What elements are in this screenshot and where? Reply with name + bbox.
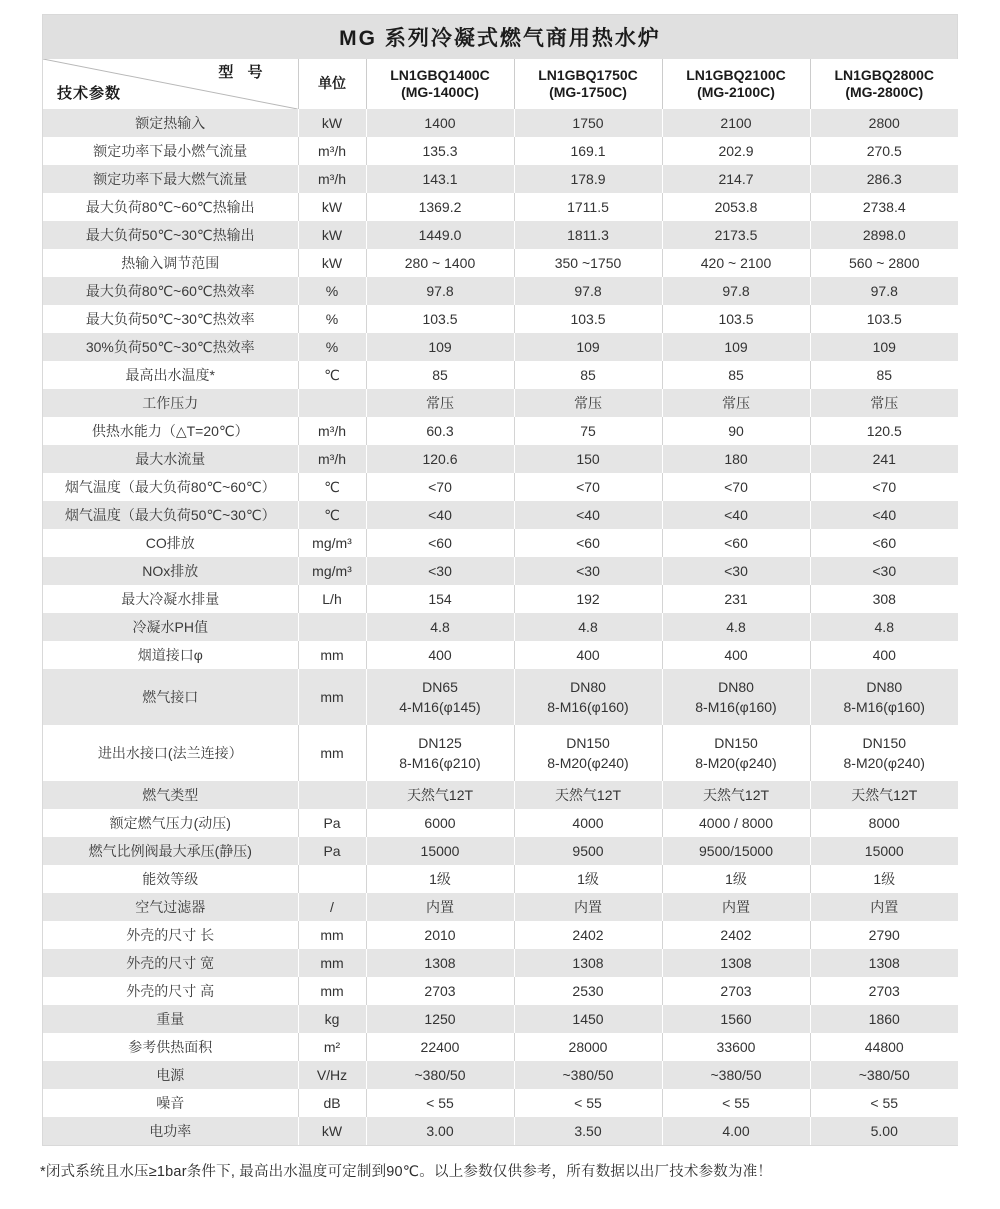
- value-cell: 97.8: [662, 277, 810, 305]
- model-code: LN1GBQ1400C: [390, 66, 490, 83]
- unit-cell: V/Hz: [298, 1061, 366, 1089]
- value-cell: 109: [662, 333, 810, 361]
- corner-header-cell: [43, 59, 298, 109]
- value-line: DN80: [866, 678, 903, 695]
- param-label-cell: 进出水接口(法兰连接）: [97, 745, 243, 761]
- param-label-cell: 供热水能力（△T=20℃）: [91, 423, 249, 439]
- unit-cell: mm: [298, 949, 366, 977]
- table-row: [43, 501, 958, 529]
- value-cell: 400: [810, 641, 958, 669]
- model-code: LN1GBQ2800C: [834, 66, 935, 83]
- value-line: 8-M16(φ160): [547, 699, 629, 715]
- value-cell: 109: [366, 333, 514, 361]
- param-label-cell: 热输入调节范围: [121, 255, 220, 271]
- param-label-cell: 额定功率下最大燃气流量: [93, 171, 248, 187]
- value-cell: 1450: [514, 1005, 662, 1033]
- value-cell: 85: [662, 361, 810, 389]
- value-cell: 2703: [810, 977, 958, 1005]
- table-row: [43, 221, 958, 249]
- value-cell: 103.5: [366, 305, 514, 333]
- value-line: DN80: [570, 678, 606, 695]
- param-label-cell: 燃气比例阀最大承压(静压): [88, 843, 252, 859]
- param-label-cell: 最大负荷50℃~30℃热效率: [85, 311, 255, 327]
- spec-sheet: [42, 14, 958, 1146]
- model-name: (MG-1750C): [549, 84, 627, 100]
- value-cell: [810, 725, 958, 781]
- value-cell: 2790: [810, 921, 958, 949]
- param-label-cell: 最大水流量: [135, 451, 206, 467]
- table-row: [43, 865, 958, 893]
- value-cell: 154: [366, 585, 514, 613]
- spec-table: [43, 59, 958, 1145]
- corner-label-model: 型 号: [218, 64, 268, 81]
- value-cell: 75: [514, 417, 662, 445]
- value-cell: 44800: [810, 1033, 958, 1061]
- model-code: LN1GBQ2100C: [686, 66, 786, 83]
- value-cell: 1711.5: [514, 193, 662, 221]
- param-label-cell: 外壳的尺寸 高: [126, 983, 215, 999]
- value-line: 8-M16(φ160): [695, 699, 777, 715]
- value-cell: 1449.0: [366, 221, 514, 249]
- value-cell: <70: [810, 473, 958, 501]
- table-row: [43, 529, 958, 557]
- value-cell: 5.00: [810, 1117, 958, 1145]
- value-cell: 9500: [514, 837, 662, 865]
- model-column-header: [662, 59, 810, 109]
- value-cell: <70: [366, 473, 514, 501]
- param-label-cell: NOx排放: [142, 563, 199, 579]
- value-line: DN125: [418, 734, 462, 751]
- param-label-cell: 噪音: [156, 1095, 185, 1111]
- spec-table-body: [43, 109, 958, 1145]
- param-label-cell: 电源: [156, 1067, 185, 1083]
- value-cell: <40: [662, 501, 810, 529]
- table-row: [43, 585, 958, 613]
- value-cell: 8000: [810, 809, 958, 837]
- unit-cell: Pa: [298, 837, 366, 865]
- value-cell: 270.5: [810, 137, 958, 165]
- model-column-header: [366, 59, 514, 109]
- model-code: LN1GBQ1750C: [538, 66, 638, 83]
- value-cell: 内置: [662, 893, 810, 921]
- value-cell: 1308: [662, 949, 810, 977]
- table-row: [43, 557, 958, 585]
- unit-cell: /: [298, 893, 366, 921]
- unit-cell: kW: [298, 221, 366, 249]
- value-cell: 天然气12T: [662, 781, 810, 809]
- value-cell: 97.8: [366, 277, 514, 305]
- value-cell: 103.5: [514, 305, 662, 333]
- table-row: [43, 473, 958, 501]
- value-line: 8-M20(φ240): [695, 755, 777, 771]
- table-row: [43, 445, 958, 473]
- value-cell: 1250: [366, 1005, 514, 1033]
- value-cell: <70: [662, 473, 810, 501]
- unit-cell: mm: [298, 641, 366, 669]
- value-line: 8-M20(φ240): [547, 755, 629, 771]
- param-label-cell: 烟气温度（最大负荷50℃~30℃）: [64, 507, 276, 523]
- value-line: 8-M16(φ160): [843, 699, 925, 715]
- value-cell: 1750: [514, 109, 662, 137]
- value-cell: 420 ~ 2100: [662, 249, 810, 277]
- value-cell: 120.6: [366, 445, 514, 473]
- param-label-cell: 外壳的尺寸 长: [126, 927, 215, 943]
- table-row: [43, 781, 958, 809]
- value-cell: 2053.8: [662, 193, 810, 221]
- spec-table-header: [43, 59, 958, 109]
- value-cell: <60: [366, 529, 514, 557]
- value-cell: 内置: [810, 893, 958, 921]
- unit-cell: mm: [298, 725, 366, 781]
- unit-cell: %: [298, 333, 366, 361]
- value-cell: 4.8: [514, 613, 662, 641]
- value-cell: 1811.3: [514, 221, 662, 249]
- model-name: (MG-2800C): [845, 84, 924, 100]
- value-cell: 9500/15000: [662, 837, 810, 865]
- value-cell: 109: [514, 333, 662, 361]
- value-cell: 2010: [366, 921, 514, 949]
- model-column-header: [810, 59, 958, 109]
- value-cell: 2738.4: [810, 193, 958, 221]
- table-row: [43, 893, 958, 921]
- table-row: [43, 417, 958, 445]
- value-cell: <30: [366, 557, 514, 585]
- value-cell: 143.1: [366, 165, 514, 193]
- value-cell: <30: [514, 557, 662, 585]
- value-cell: 400: [366, 641, 514, 669]
- value-cell: 1级: [662, 865, 810, 893]
- value-cell: 1级: [366, 865, 514, 893]
- value-cell: ~380/50: [810, 1061, 958, 1089]
- value-cell: <70: [514, 473, 662, 501]
- value-line: DN150: [566, 734, 610, 751]
- table-row: [43, 109, 958, 137]
- header-row: [43, 59, 958, 109]
- value-cell: 4.8: [662, 613, 810, 641]
- param-label-cell: 能效等级: [142, 871, 199, 887]
- value-cell: ~380/50: [366, 1061, 514, 1089]
- unit-cell: mg/m³: [298, 529, 366, 557]
- table-row: [43, 725, 958, 781]
- value-cell: [662, 669, 810, 725]
- unit-cell: mm: [298, 921, 366, 949]
- value-cell: [366, 725, 514, 781]
- value-cell: 天然气12T: [514, 781, 662, 809]
- table-row: [43, 361, 958, 389]
- param-label-cell: 最大负荷80℃~60℃热输出: [85, 199, 255, 215]
- value-cell: 常压: [810, 389, 958, 417]
- value-cell: 天然气12T: [366, 781, 514, 809]
- value-cell: 350 ~1750: [514, 249, 662, 277]
- value-cell: 4.8: [810, 613, 958, 641]
- unit-cell: [298, 613, 366, 641]
- value-cell: <40: [366, 501, 514, 529]
- table-row: [43, 641, 958, 669]
- unit-cell: ℃: [298, 501, 366, 529]
- value-cell: 1308: [514, 949, 662, 977]
- unit-cell: m²: [298, 1033, 366, 1061]
- value-cell: [514, 669, 662, 725]
- param-label-cell: 重量: [156, 1011, 185, 1027]
- value-cell: 内置: [366, 893, 514, 921]
- unit-cell: dB: [298, 1089, 366, 1117]
- value-cell: <60: [662, 529, 810, 557]
- unit-cell: kW: [298, 1117, 366, 1145]
- value-cell: 1369.2: [366, 193, 514, 221]
- unit-cell: [298, 781, 366, 809]
- value-cell: 202.9: [662, 137, 810, 165]
- value-cell: 109: [810, 333, 958, 361]
- unit-cell: m³/h: [298, 445, 366, 473]
- value-cell: 2100: [662, 109, 810, 137]
- value-cell: 常压: [514, 389, 662, 417]
- value-cell: 常压: [366, 389, 514, 417]
- table-row: [43, 1061, 958, 1089]
- value-cell: 120.5: [810, 417, 958, 445]
- value-cell: 3.00: [366, 1117, 514, 1145]
- value-cell: <40: [810, 501, 958, 529]
- value-cell: 15000: [810, 837, 958, 865]
- unit-cell: mg/m³: [298, 557, 366, 585]
- table-row: [43, 613, 958, 641]
- value-cell: 6000: [366, 809, 514, 837]
- param-label-cell: 最高出水温度*: [125, 367, 215, 383]
- value-cell: 2800: [810, 109, 958, 137]
- unit-cell: ℃: [298, 473, 366, 501]
- table-row: [43, 249, 958, 277]
- value-line: 8-M16(φ210): [399, 755, 481, 771]
- value-cell: 150: [514, 445, 662, 473]
- param-label-cell: 参考供热面积: [128, 1039, 213, 1055]
- table-row: [43, 1033, 958, 1061]
- unit-cell: m³/h: [298, 165, 366, 193]
- table-row: [43, 137, 958, 165]
- value-cell: ~380/50: [662, 1061, 810, 1089]
- unit-cell: kW: [298, 249, 366, 277]
- table-row: [43, 1005, 958, 1033]
- value-cell: 内置: [514, 893, 662, 921]
- value-cell: [810, 669, 958, 725]
- value-cell: 1308: [810, 949, 958, 977]
- param-label-cell: 最大负荷50℃~30℃热输出: [85, 227, 255, 243]
- value-cell: 178.9: [514, 165, 662, 193]
- unit-cell: mm: [298, 669, 366, 725]
- param-label-cell: 额定燃气压力(动压): [109, 815, 231, 831]
- value-cell: 1级: [514, 865, 662, 893]
- value-cell: [514, 725, 662, 781]
- table-row: [43, 193, 958, 221]
- unit-cell: mm: [298, 977, 366, 1005]
- value-cell: 28000: [514, 1033, 662, 1061]
- unit-cell: [298, 389, 366, 417]
- param-label-cell: 烟气温度（最大负荷80℃~60℃）: [64, 479, 276, 495]
- value-cell: 135.3: [366, 137, 514, 165]
- unit-cell: ℃: [298, 361, 366, 389]
- value-cell: 231: [662, 585, 810, 613]
- unit-cell: m³/h: [298, 137, 366, 165]
- unit-cell: %: [298, 277, 366, 305]
- table-row: [43, 333, 958, 361]
- param-label-cell: 最大冷凝水排量: [121, 591, 220, 607]
- param-label-cell: 外壳的尺寸 宽: [126, 955, 215, 971]
- unit-cell: kW: [298, 193, 366, 221]
- value-cell: 103.5: [810, 305, 958, 333]
- value-cell: 192: [514, 585, 662, 613]
- value-cell: 4000: [514, 809, 662, 837]
- value-cell: [662, 725, 810, 781]
- value-cell: 1级: [810, 865, 958, 893]
- value-cell: 常压: [662, 389, 810, 417]
- value-cell: 241: [810, 445, 958, 473]
- value-cell: 15000: [366, 837, 514, 865]
- table-row: [43, 809, 958, 837]
- unit-cell: kW: [298, 109, 366, 137]
- param-label-cell: 额定热输入: [135, 115, 206, 131]
- param-label-cell: 燃气类型: [142, 787, 199, 803]
- value-cell: ~380/50: [514, 1061, 662, 1089]
- value-cell: 400: [662, 641, 810, 669]
- param-label-cell: CO排放: [145, 535, 195, 551]
- param-label-cell: 工作压力: [142, 395, 199, 411]
- title-bar: [43, 15, 957, 59]
- unit-cell: L/h: [298, 585, 366, 613]
- value-cell: <40: [514, 501, 662, 529]
- value-cell: 180: [662, 445, 810, 473]
- value-line: DN150: [862, 734, 907, 751]
- value-cell: 103.5: [662, 305, 810, 333]
- value-line: 8-M20(φ240): [843, 755, 925, 771]
- value-line: DN65: [422, 678, 458, 695]
- value-cell: 286.3: [810, 165, 958, 193]
- value-cell: 280 ~ 1400: [366, 249, 514, 277]
- value-cell: < 55: [810, 1089, 958, 1117]
- value-line: DN80: [718, 678, 754, 695]
- table-row: [43, 977, 958, 1005]
- corner-label-parameters: 技术参数: [57, 85, 122, 103]
- unit-cell: [298, 865, 366, 893]
- unit-column-header: 单位: [298, 59, 366, 109]
- value-cell: <60: [810, 529, 958, 557]
- value-cell: 天然气12T: [810, 781, 958, 809]
- value-line: DN150: [714, 734, 758, 751]
- value-cell: 4.00: [662, 1117, 810, 1145]
- table-row: [43, 1117, 958, 1145]
- value-cell: 60.3: [366, 417, 514, 445]
- param-label-cell: 30%负荷50℃~30℃热效率: [85, 339, 255, 355]
- table-row: [43, 949, 958, 977]
- table-row: [43, 669, 958, 725]
- table-row: [43, 837, 958, 865]
- value-cell: 85: [366, 361, 514, 389]
- model-name: (MG-1400C): [401, 84, 479, 100]
- value-cell: 2530: [514, 977, 662, 1005]
- value-cell: 22400: [366, 1033, 514, 1061]
- value-cell: 2402: [662, 921, 810, 949]
- param-label-cell: 电功率: [149, 1123, 192, 1139]
- value-cell: 1860: [810, 1005, 958, 1033]
- param-label-cell: 空气过滤器: [135, 899, 206, 915]
- table-row: [43, 389, 958, 417]
- value-cell: <60: [514, 529, 662, 557]
- value-line: 4-M16(φ145): [399, 699, 481, 715]
- unit-cell: Pa: [298, 809, 366, 837]
- value-cell: <30: [810, 557, 958, 585]
- value-cell: 2173.5: [662, 221, 810, 249]
- value-cell: 4000 / 8000: [662, 809, 810, 837]
- table-row: [43, 305, 958, 333]
- param-label-cell: 燃气接口: [142, 689, 199, 705]
- value-cell: 2703: [662, 977, 810, 1005]
- model-name: (MG-2100C): [697, 84, 775, 100]
- param-label-cell: 烟道接口φ: [137, 647, 203, 663]
- table-row: [43, 165, 958, 193]
- page-title: MG 系列冷凝式燃气商用热水炉: [339, 27, 661, 50]
- value-cell: 2898.0: [810, 221, 958, 249]
- value-cell: 33600: [662, 1033, 810, 1061]
- unit-cell: %: [298, 305, 366, 333]
- value-cell: < 55: [514, 1089, 662, 1117]
- value-cell: 1308: [366, 949, 514, 977]
- value-cell: 560 ~ 2800: [810, 249, 958, 277]
- value-cell: 97.8: [810, 277, 958, 305]
- value-cell: < 55: [662, 1089, 810, 1117]
- value-cell: 308: [810, 585, 958, 613]
- value-cell: < 55: [366, 1089, 514, 1117]
- param-label-cell: 最大负荷80℃~60℃热效率: [85, 283, 255, 299]
- param-label-cell: 额定功率下最小燃气流量: [93, 143, 248, 159]
- value-cell: 90: [662, 417, 810, 445]
- model-column-header: [514, 59, 662, 109]
- value-cell: 2402: [514, 921, 662, 949]
- footnote: *闭式系统且水压≥1bar条件下, 最高出水温度可定制到90℃。以上参数仅供参考，所有数据以出厂技术参数为准！: [40, 1164, 773, 1180]
- value-cell: 4.8: [366, 613, 514, 641]
- value-cell: 1400: [366, 109, 514, 137]
- value-cell: 85: [810, 361, 958, 389]
- value-cell: [366, 669, 514, 725]
- value-cell: 2703: [366, 977, 514, 1005]
- unit-cell: m³/h: [298, 417, 366, 445]
- table-row: [43, 1089, 958, 1117]
- table-row: [43, 277, 958, 305]
- unit-cell: kg: [298, 1005, 366, 1033]
- value-cell: 214.7: [662, 165, 810, 193]
- value-cell: 97.8: [514, 277, 662, 305]
- value-cell: <30: [662, 557, 810, 585]
- value-cell: 85: [514, 361, 662, 389]
- value-cell: 400: [514, 641, 662, 669]
- value-cell: 169.1: [514, 137, 662, 165]
- param-label-cell: 冷凝水PH值: [132, 619, 208, 635]
- value-cell: 3.50: [514, 1117, 662, 1145]
- value-cell: 1560: [662, 1005, 810, 1033]
- table-row: [43, 921, 958, 949]
